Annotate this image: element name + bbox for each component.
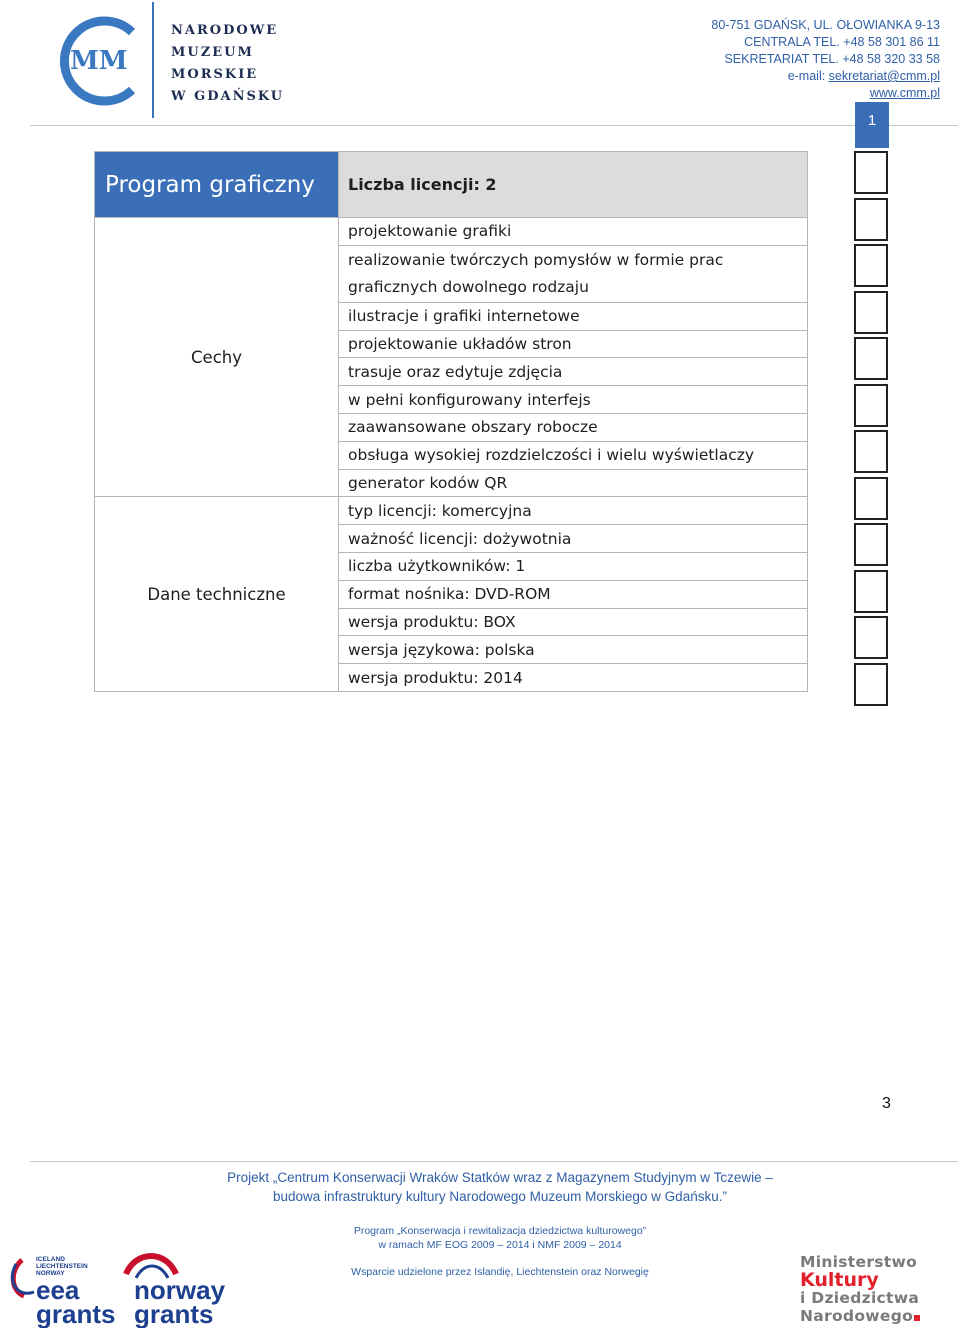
feature-cell: projektowanie grafiki — [339, 218, 808, 246]
footer-program-line: w ramach MF EOG 2009 – 2014 i NMF 2009 – 2014 — [378, 1239, 622, 1251]
contact-block — [711, 17, 940, 102]
eea-grants-logo — [8, 1252, 118, 1328]
feature-cell: trasuje oraz edytuje zdjęcia — [339, 358, 808, 386]
technical-label: Dane techniczne — [95, 497, 339, 692]
checkbox[interactable] — [854, 616, 888, 659]
feature-cell: ilustracje i grafiki internetowe — [339, 302, 808, 330]
header-rule — [30, 125, 958, 126]
feature-cell: w pełni konfigurowany interfejs — [339, 386, 808, 414]
technical-cell: liczba użytkowników: 1 — [339, 552, 808, 580]
email-link[interactable]: sekretariat@cmm.pl — [828, 69, 940, 83]
footer-rule — [30, 1161, 958, 1162]
museum-name-line: MUZEUM — [171, 45, 254, 60]
checkbox[interactable] — [854, 151, 888, 194]
museum-name-line: W GDAŃSKU — [171, 89, 285, 104]
checkbox[interactable] — [854, 430, 888, 473]
museum-name-line: NARODOWE — [171, 23, 279, 38]
logo-divider — [152, 2, 154, 118]
footer-project-line: Projekt „Centrum Konserwacji Wraków Statków wraz z Magazynem Studyjnym w Tczewie – — [227, 1170, 773, 1185]
checkbox[interactable] — [854, 244, 888, 287]
checkbox[interactable] — [854, 198, 888, 241]
ministry-logo-last-line — [800, 1307, 922, 1325]
email-label: e-mail: — [787, 69, 829, 83]
website-link[interactable]: www.cmm.pl — [869, 86, 940, 100]
museum-name — [171, 20, 284, 108]
feature-cell: realizowanie twórczych pomysłów w formie prac graficznych dowolnego rodzaju — [339, 245, 808, 302]
cmm-logo — [50, 16, 145, 106]
checkbox[interactable] — [854, 384, 888, 427]
norway-logo-text: grants — [134, 1299, 214, 1328]
eea-logo-text: grants — [36, 1299, 116, 1328]
technical-cell: wersja językowa: polska — [339, 636, 808, 664]
features-label: Cechy — [95, 218, 339, 497]
ministry-logo-line: Kultury — [800, 1269, 879, 1291]
footer-program — [300, 1224, 700, 1252]
norway-logo-text: norway — [134, 1275, 226, 1305]
technical-cell: typ licencji: komercyjna — [339, 497, 808, 525]
eea-country: LIECHTENSTEIN — [36, 1263, 88, 1270]
contact-secretariat-phone: SEKRETARIAT TEL. +48 58 320 33 58 — [724, 52, 940, 66]
table-row — [95, 218, 808, 246]
checkbox[interactable] — [854, 291, 888, 334]
ministry-logo-line: Ministerstwo — [800, 1253, 918, 1271]
technical-cell: format nośnika: DVD-ROM — [339, 580, 808, 608]
footer-support: Wsparcie udzielone przez Islandię, Liechtenstein oraz Norwegię — [351, 1266, 649, 1278]
page-number: 3 — [882, 1095, 891, 1112]
checkbox[interactable] — [854, 337, 888, 380]
table-title: Program graficzny — [95, 152, 339, 218]
checkbox[interactable] — [854, 523, 888, 566]
technical-cell: ważność licencji: dożywotnia — [339, 525, 808, 553]
license-count: Liczba licencji: 2 — [339, 152, 808, 218]
feature-cell: projektowanie układów stron — [339, 330, 808, 358]
table-header-row — [95, 152, 808, 218]
feature-cell: obsługa wysokiej rozdzielczości i wielu wyświetlaczy — [339, 441, 808, 469]
eea-country: ICELAND — [36, 1256, 65, 1263]
ministry-dot — [914, 1315, 920, 1321]
eea-logo-text: eea — [36, 1275, 80, 1305]
ministry-logo — [800, 1253, 922, 1325]
feature-cell: generator kodów QR — [339, 469, 808, 497]
page-tab: 1 — [855, 102, 889, 148]
footer-program-line: Program „Konserwacja i rewitalizacja dziedzictwa kulturowego” — [353, 1225, 647, 1237]
ministry-logo-line: Narodowego — [800, 1307, 914, 1325]
eea-country: NORWAY — [36, 1270, 65, 1277]
checkbox-column — [854, 151, 888, 709]
contact-central-phone: CENTRALA TEL. +48 58 301 86 11 — [744, 35, 940, 49]
museum-name-line: MORSKIE — [171, 67, 259, 82]
technical-cell: wersja produktu: BOX — [339, 608, 808, 636]
contact-address: 80-751 GDAŃSK, UL. OŁOWIANKA 9-13 — [711, 18, 940, 32]
table-row — [95, 497, 808, 525]
contact-email-row — [711, 68, 940, 85]
feature-cell: zaawansowane obszary robocze — [339, 413, 808, 441]
technical-cell: wersja produktu: 2014 — [339, 664, 808, 692]
footer-project — [200, 1169, 800, 1206]
spec-table — [94, 151, 808, 692]
checkbox[interactable] — [854, 570, 888, 613]
footer-project-line: budowa infrastruktury kultury Narodowego Muzeum Morskiego w Gdańsku.” — [273, 1188, 727, 1204]
norway-grants-logo — [122, 1252, 234, 1328]
checkbox[interactable] — [854, 477, 888, 520]
checkbox[interactable] — [854, 663, 888, 706]
ministry-logo-line: i Dziedzictwa — [800, 1289, 920, 1307]
cmm-logo-initials: MM — [70, 46, 128, 76]
